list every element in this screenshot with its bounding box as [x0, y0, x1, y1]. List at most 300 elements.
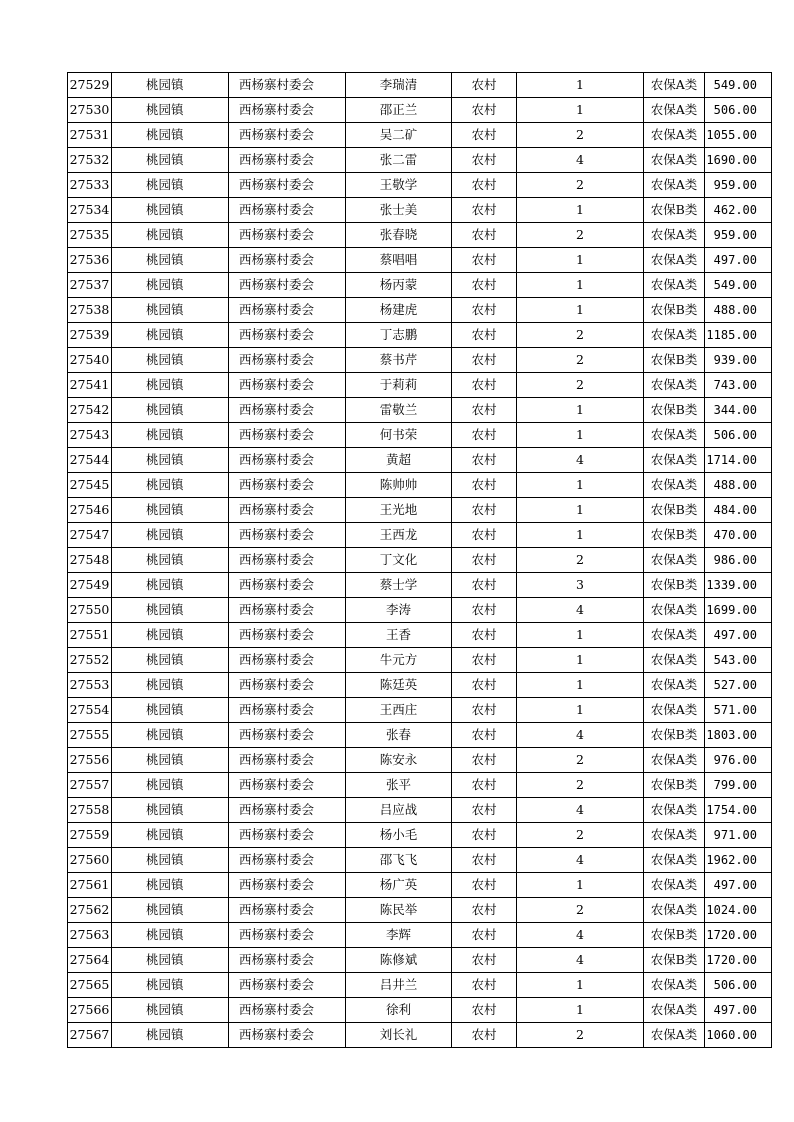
town-cell: 桃园镇: [112, 823, 229, 848]
amount-cell: 986.00: [705, 548, 772, 573]
town-cell: 桃园镇: [112, 548, 229, 573]
town-cell: 桃园镇: [112, 248, 229, 273]
category-cell: 农保B类: [644, 723, 705, 748]
category-cell: 农保A类: [644, 623, 705, 648]
record-id-cell: 27557: [68, 773, 112, 798]
category-cell: 农保A类: [644, 648, 705, 673]
area-type-cell: 农村: [452, 423, 517, 448]
name-cell: 张士美: [346, 198, 452, 223]
category-cell: 农保A类: [644, 798, 705, 823]
category-cell: 农保A类: [644, 273, 705, 298]
record-id-cell: 27564: [68, 948, 112, 973]
amount-cell: 488.00: [705, 473, 772, 498]
town-cell: 桃园镇: [112, 323, 229, 348]
area-type-cell: 农村: [452, 998, 517, 1023]
town-cell: 桃园镇: [112, 773, 229, 798]
town-cell: 桃园镇: [112, 898, 229, 923]
village-committee-cell: 西杨寨村委会: [229, 373, 346, 398]
name-cell: 杨丙蒙: [346, 273, 452, 298]
household-count-cell: 1: [517, 648, 644, 673]
record-id-cell: 27543: [68, 423, 112, 448]
amount-cell: 506.00: [705, 98, 772, 123]
household-count-cell: 2: [517, 548, 644, 573]
household-count-cell: 1: [517, 973, 644, 998]
name-cell: 陈民举: [346, 898, 452, 923]
name-cell: 王西庄: [346, 698, 452, 723]
town-cell: 桃园镇: [112, 498, 229, 523]
name-cell: 邵正兰: [346, 98, 452, 123]
town-cell: 桃园镇: [112, 373, 229, 398]
amount-cell: 1699.00: [705, 598, 772, 623]
household-count-cell: 2: [517, 373, 644, 398]
name-cell: 何书荣: [346, 423, 452, 448]
area-type-cell: 农村: [452, 923, 517, 948]
table-row: [68, 798, 772, 823]
household-count-cell: 1: [517, 673, 644, 698]
category-cell: 农保A类: [644, 423, 705, 448]
area-type-cell: 农村: [452, 598, 517, 623]
table-row: [68, 73, 772, 98]
name-cell: 李瑞清: [346, 73, 452, 98]
area-type-cell: 农村: [452, 948, 517, 973]
household-count-cell: 2: [517, 123, 644, 148]
area-type-cell: 农村: [452, 573, 517, 598]
table-row: [68, 373, 772, 398]
household-count-cell: 1: [517, 473, 644, 498]
village-committee-cell: 西杨寨村委会: [229, 498, 346, 523]
household-count-cell: 1: [517, 423, 644, 448]
record-id-cell: 27531: [68, 123, 112, 148]
table-row: [68, 448, 772, 473]
category-cell: 农保B类: [644, 923, 705, 948]
record-id-cell: 27562: [68, 898, 112, 923]
village-committee-cell: 西杨寨村委会: [229, 198, 346, 223]
record-id-cell: 27530: [68, 98, 112, 123]
benefit-table: [67, 72, 772, 1048]
record-id-cell: 27549: [68, 573, 112, 598]
village-committee-cell: 西杨寨村委会: [229, 698, 346, 723]
village-committee-cell: 西杨寨村委会: [229, 98, 346, 123]
table-row: [68, 98, 772, 123]
household-count-cell: 2: [517, 773, 644, 798]
amount-cell: 549.00: [705, 273, 772, 298]
household-count-cell: 3: [517, 573, 644, 598]
category-cell: 农保A类: [644, 673, 705, 698]
table-row: [68, 898, 772, 923]
table-row: [68, 773, 772, 798]
household-count-cell: 2: [517, 748, 644, 773]
village-committee-cell: 西杨寨村委会: [229, 873, 346, 898]
name-cell: 吕井兰: [346, 973, 452, 998]
village-committee-cell: 西杨寨村委会: [229, 973, 346, 998]
village-committee-cell: 西杨寨村委会: [229, 448, 346, 473]
area-type-cell: 农村: [452, 148, 517, 173]
name-cell: 陈安永: [346, 748, 452, 773]
table-row: [68, 973, 772, 998]
name-cell: 于莉莉: [346, 373, 452, 398]
name-cell: 王敬学: [346, 173, 452, 198]
name-cell: 杨广英: [346, 873, 452, 898]
record-id-cell: 27536: [68, 248, 112, 273]
area-type-cell: 农村: [452, 673, 517, 698]
name-cell: 蔡士学: [346, 573, 452, 598]
household-count-cell: 1: [517, 998, 644, 1023]
category-cell: 农保A类: [644, 873, 705, 898]
record-id-cell: 27540: [68, 348, 112, 373]
amount-cell: 1754.00: [705, 798, 772, 823]
category-cell: 农保A类: [644, 73, 705, 98]
household-count-cell: 1: [517, 698, 644, 723]
name-cell: 张平: [346, 773, 452, 798]
amount-cell: 497.00: [705, 623, 772, 648]
table-row: [68, 998, 772, 1023]
town-cell: 桃园镇: [112, 598, 229, 623]
category-cell: 农保A类: [644, 323, 705, 348]
table-row: [68, 723, 772, 748]
household-count-cell: 2: [517, 348, 644, 373]
area-type-cell: 农村: [452, 398, 517, 423]
record-id-cell: 27532: [68, 148, 112, 173]
household-count-cell: 2: [517, 323, 644, 348]
amount-cell: 506.00: [705, 423, 772, 448]
name-cell: 杨建虎: [346, 298, 452, 323]
category-cell: 农保B类: [644, 398, 705, 423]
town-cell: 桃园镇: [112, 98, 229, 123]
town-cell: 桃园镇: [112, 573, 229, 598]
category-cell: 农保A类: [644, 248, 705, 273]
area-type-cell: 农村: [452, 198, 517, 223]
household-count-cell: 1: [517, 523, 644, 548]
household-count-cell: 1: [517, 298, 644, 323]
table-row: [68, 248, 772, 273]
village-committee-cell: 西杨寨村委会: [229, 923, 346, 948]
town-cell: 桃园镇: [112, 748, 229, 773]
table-row: [68, 198, 772, 223]
category-cell: 农保B类: [644, 523, 705, 548]
table-body: [68, 73, 772, 1048]
record-id-cell: 27545: [68, 473, 112, 498]
village-committee-cell: 西杨寨村委会: [229, 948, 346, 973]
area-type-cell: 农村: [452, 448, 517, 473]
record-id-cell: 27556: [68, 748, 112, 773]
record-id-cell: 27553: [68, 673, 112, 698]
village-committee-cell: 西杨寨村委会: [229, 223, 346, 248]
record-id-cell: 27533: [68, 173, 112, 198]
amount-cell: 571.00: [705, 698, 772, 723]
record-id-cell: 27552: [68, 648, 112, 673]
amount-cell: 976.00: [705, 748, 772, 773]
village-committee-cell: 西杨寨村委会: [229, 623, 346, 648]
town-cell: 桃园镇: [112, 973, 229, 998]
household-count-cell: 2: [517, 223, 644, 248]
amount-cell: 497.00: [705, 248, 772, 273]
name-cell: 陈廷英: [346, 673, 452, 698]
household-count-cell: 1: [517, 98, 644, 123]
table-row: [68, 673, 772, 698]
area-type-cell: 农村: [452, 548, 517, 573]
village-committee-cell: 西杨寨村委会: [229, 673, 346, 698]
record-id-cell: 27537: [68, 273, 112, 298]
name-cell: 吴二矿: [346, 123, 452, 148]
town-cell: 桃园镇: [112, 298, 229, 323]
table-row: [68, 548, 772, 573]
record-id-cell: 27554: [68, 698, 112, 723]
category-cell: 农保A类: [644, 848, 705, 873]
table-row: [68, 748, 772, 773]
amount-cell: 543.00: [705, 648, 772, 673]
household-count-cell: 1: [517, 248, 644, 273]
village-committee-cell: 西杨寨村委会: [229, 173, 346, 198]
table-row: [68, 623, 772, 648]
village-committee-cell: 西杨寨村委会: [229, 1023, 346, 1048]
category-cell: 农保A类: [644, 448, 705, 473]
name-cell: 张春晓: [346, 223, 452, 248]
area-type-cell: 农村: [452, 323, 517, 348]
name-cell: 王光地: [346, 498, 452, 523]
amount-cell: 488.00: [705, 298, 772, 323]
household-count-cell: 4: [517, 848, 644, 873]
amount-cell: 506.00: [705, 973, 772, 998]
table-row: [68, 823, 772, 848]
record-id-cell: 27542: [68, 398, 112, 423]
area-type-cell: 农村: [452, 898, 517, 923]
household-count-cell: 2: [517, 173, 644, 198]
area-type-cell: 农村: [452, 1023, 517, 1048]
name-cell: 蔡唱唱: [346, 248, 452, 273]
record-id-cell: 27561: [68, 873, 112, 898]
area-type-cell: 农村: [452, 823, 517, 848]
household-count-cell: 4: [517, 148, 644, 173]
name-cell: 徐利: [346, 998, 452, 1023]
record-id-cell: 27559: [68, 823, 112, 848]
record-id-cell: 27541: [68, 373, 112, 398]
table-row: [68, 273, 772, 298]
amount-cell: 1720.00: [705, 948, 772, 973]
area-type-cell: 农村: [452, 373, 517, 398]
table-row: [68, 848, 772, 873]
town-cell: 桃园镇: [112, 223, 229, 248]
amount-cell: 1055.00: [705, 123, 772, 148]
record-id-cell: 27566: [68, 998, 112, 1023]
category-cell: 农保A类: [644, 823, 705, 848]
area-type-cell: 农村: [452, 498, 517, 523]
name-cell: 李涛: [346, 598, 452, 623]
village-committee-cell: 西杨寨村委会: [229, 998, 346, 1023]
amount-cell: 799.00: [705, 773, 772, 798]
town-cell: 桃园镇: [112, 148, 229, 173]
category-cell: 农保A类: [644, 998, 705, 1023]
village-committee-cell: 西杨寨村委会: [229, 298, 346, 323]
area-type-cell: 农村: [452, 73, 517, 98]
table-row: [68, 148, 772, 173]
area-type-cell: 农村: [452, 648, 517, 673]
village-committee-cell: 西杨寨村委会: [229, 473, 346, 498]
amount-cell: 1024.00: [705, 898, 772, 923]
household-count-cell: 2: [517, 1023, 644, 1048]
area-type-cell: 农村: [452, 348, 517, 373]
town-cell: 桃园镇: [112, 723, 229, 748]
record-id-cell: 27535: [68, 223, 112, 248]
table-row: [68, 348, 772, 373]
name-cell: 邵飞飞: [346, 848, 452, 873]
amount-cell: 527.00: [705, 673, 772, 698]
category-cell: 农保A类: [644, 373, 705, 398]
area-type-cell: 农村: [452, 248, 517, 273]
area-type-cell: 农村: [452, 473, 517, 498]
category-cell: 农保A类: [644, 1023, 705, 1048]
area-type-cell: 农村: [452, 773, 517, 798]
table-row: [68, 573, 772, 598]
table-row: [68, 323, 772, 348]
town-cell: 桃园镇: [112, 798, 229, 823]
village-committee-cell: 西杨寨村委会: [229, 123, 346, 148]
name-cell: 陈修斌: [346, 948, 452, 973]
amount-cell: 743.00: [705, 373, 772, 398]
category-cell: 农保A类: [644, 698, 705, 723]
name-cell: 刘长礼: [346, 1023, 452, 1048]
town-cell: 桃园镇: [112, 923, 229, 948]
record-id-cell: 27538: [68, 298, 112, 323]
household-count-cell: 4: [517, 598, 644, 623]
amount-cell: 344.00: [705, 398, 772, 423]
name-cell: 雷敬兰: [346, 398, 452, 423]
name-cell: 丁志鹏: [346, 323, 452, 348]
town-cell: 桃园镇: [112, 998, 229, 1023]
amount-cell: 1690.00: [705, 148, 772, 173]
record-id-cell: 27539: [68, 323, 112, 348]
village-committee-cell: 西杨寨村委会: [229, 423, 346, 448]
town-cell: 桃园镇: [112, 873, 229, 898]
name-cell: 杨小毛: [346, 823, 452, 848]
household-count-cell: 4: [517, 723, 644, 748]
table-row: [68, 598, 772, 623]
record-id-cell: 27555: [68, 723, 112, 748]
record-id-cell: 27548: [68, 548, 112, 573]
table-row: [68, 948, 772, 973]
amount-cell: 939.00: [705, 348, 772, 373]
household-count-cell: 2: [517, 823, 644, 848]
household-count-cell: 1: [517, 73, 644, 98]
table-row: [68, 398, 772, 423]
household-count-cell: 1: [517, 498, 644, 523]
category-cell: 农保A类: [644, 898, 705, 923]
household-count-cell: 1: [517, 398, 644, 423]
category-cell: 农保B类: [644, 298, 705, 323]
table-row: [68, 173, 772, 198]
village-committee-cell: 西杨寨村委会: [229, 823, 346, 848]
record-id-cell: 27567: [68, 1023, 112, 1048]
table-row: [68, 473, 772, 498]
amount-cell: 959.00: [705, 223, 772, 248]
table-row: [68, 523, 772, 548]
amount-cell: 959.00: [705, 173, 772, 198]
town-cell: 桃园镇: [112, 1023, 229, 1048]
name-cell: 吕应战: [346, 798, 452, 823]
town-cell: 桃园镇: [112, 198, 229, 223]
town-cell: 桃园镇: [112, 523, 229, 548]
town-cell: 桃园镇: [112, 273, 229, 298]
name-cell: 王西龙: [346, 523, 452, 548]
amount-cell: 1060.00: [705, 1023, 772, 1048]
area-type-cell: 农村: [452, 98, 517, 123]
category-cell: 农保A类: [644, 98, 705, 123]
area-type-cell: 农村: [452, 273, 517, 298]
town-cell: 桃园镇: [112, 173, 229, 198]
village-committee-cell: 西杨寨村委会: [229, 648, 346, 673]
category-cell: 农保B类: [644, 348, 705, 373]
town-cell: 桃园镇: [112, 848, 229, 873]
village-committee-cell: 西杨寨村委会: [229, 73, 346, 98]
area-type-cell: 农村: [452, 698, 517, 723]
table-row: [68, 123, 772, 148]
table-row: [68, 698, 772, 723]
category-cell: 农保A类: [644, 123, 705, 148]
town-cell: 桃园镇: [112, 348, 229, 373]
amount-cell: 497.00: [705, 873, 772, 898]
village-committee-cell: 西杨寨村委会: [229, 798, 346, 823]
village-committee-cell: 西杨寨村委会: [229, 148, 346, 173]
village-committee-cell: 西杨寨村委会: [229, 348, 346, 373]
area-type-cell: 农村: [452, 873, 517, 898]
amount-cell: 497.00: [705, 998, 772, 1023]
village-committee-cell: 西杨寨村委会: [229, 573, 346, 598]
town-cell: 桃园镇: [112, 698, 229, 723]
table-row: [68, 298, 772, 323]
amount-cell: 971.00: [705, 823, 772, 848]
amount-cell: 462.00: [705, 198, 772, 223]
village-committee-cell: 西杨寨村委会: [229, 248, 346, 273]
record-id-cell: 27534: [68, 198, 112, 223]
town-cell: 桃园镇: [112, 73, 229, 98]
table-row: [68, 923, 772, 948]
category-cell: 农保A类: [644, 748, 705, 773]
name-cell: 张春: [346, 723, 452, 748]
name-cell: 黄超: [346, 448, 452, 473]
area-type-cell: 农村: [452, 123, 517, 148]
area-type-cell: 农村: [452, 723, 517, 748]
household-count-cell: 4: [517, 923, 644, 948]
name-cell: 丁文化: [346, 548, 452, 573]
name-cell: 陈帅帅: [346, 473, 452, 498]
village-committee-cell: 西杨寨村委会: [229, 598, 346, 623]
village-committee-cell: 西杨寨村委会: [229, 398, 346, 423]
village-committee-cell: 西杨寨村委会: [229, 748, 346, 773]
village-committee-cell: 西杨寨村委会: [229, 723, 346, 748]
town-cell: 桃园镇: [112, 398, 229, 423]
category-cell: 农保A类: [644, 223, 705, 248]
record-id-cell: 27529: [68, 73, 112, 98]
area-type-cell: 农村: [452, 623, 517, 648]
record-id-cell: 27544: [68, 448, 112, 473]
amount-cell: 549.00: [705, 73, 772, 98]
town-cell: 桃园镇: [112, 448, 229, 473]
name-cell: 李辉: [346, 923, 452, 948]
category-cell: 农保A类: [644, 148, 705, 173]
area-type-cell: 农村: [452, 798, 517, 823]
area-type-cell: 农村: [452, 848, 517, 873]
category-cell: 农保A类: [644, 548, 705, 573]
amount-cell: 470.00: [705, 523, 772, 548]
record-id-cell: 27546: [68, 498, 112, 523]
town-cell: 桃园镇: [112, 423, 229, 448]
name-cell: 蔡书芹: [346, 348, 452, 373]
town-cell: 桃园镇: [112, 623, 229, 648]
record-id-cell: 27563: [68, 923, 112, 948]
area-type-cell: 农村: [452, 298, 517, 323]
category-cell: 农保B类: [644, 948, 705, 973]
record-id-cell: 27551: [68, 623, 112, 648]
village-committee-cell: 西杨寨村委会: [229, 848, 346, 873]
